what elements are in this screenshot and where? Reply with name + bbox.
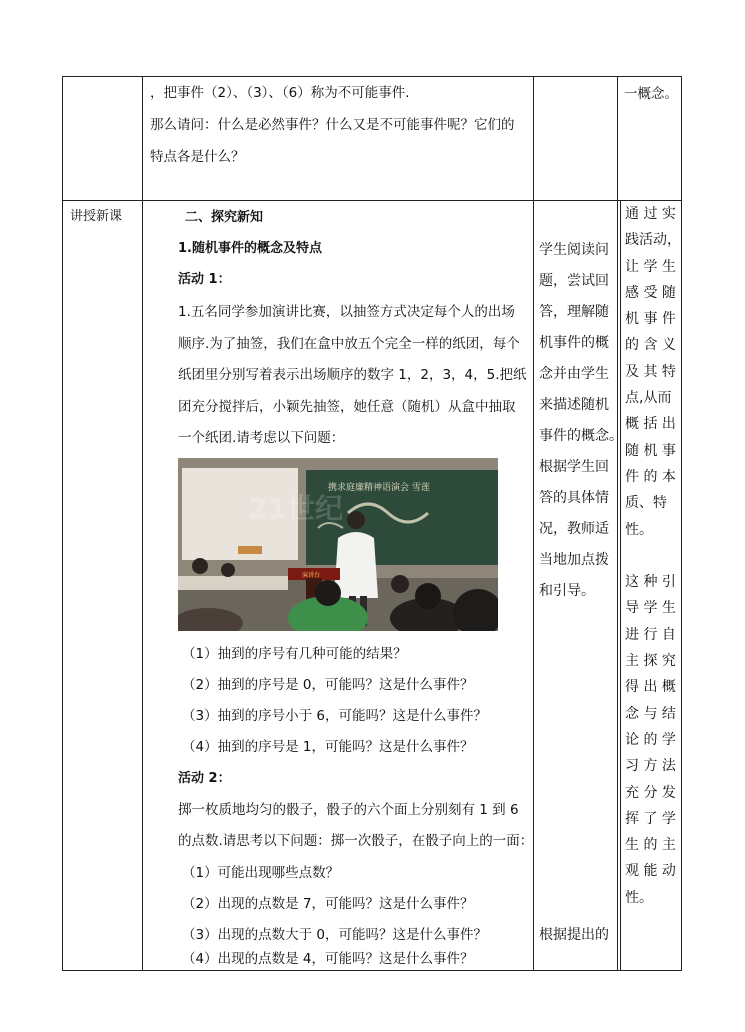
activity2-label: 活动 2： bbox=[178, 771, 231, 786]
student-activity-line: 事件的概念。 bbox=[539, 428, 623, 444]
activity1-question: （2）抽到的序号是 0，可能吗？这是什么事件？ bbox=[182, 677, 474, 693]
student-activity-line: 来描述随机 bbox=[539, 397, 609, 413]
subheading: 1.随机事件的概念及特点 bbox=[178, 241, 322, 256]
student-activity-line: 题，尝试回 bbox=[539, 273, 609, 289]
table-border-left bbox=[62, 76, 63, 971]
table-col-divider-1 bbox=[142, 76, 143, 971]
activity2-paragraph-line: 的点数.请思考以下问题：掷一次骰子，在骰子向上的一面： bbox=[178, 833, 534, 849]
speech-contest-photo bbox=[178, 458, 498, 631]
photo-watermark: 21世纪 bbox=[248, 492, 343, 525]
student-activity-line: 学生阅读问 bbox=[539, 242, 609, 258]
student-activity-line: 念并由学生 bbox=[539, 366, 609, 382]
student-activity-line: 当地加点拨 bbox=[539, 552, 609, 568]
podium-label: 演讲台 bbox=[302, 572, 321, 579]
activity1-question: （1）抽到的序号有几种可能的结果？ bbox=[182, 646, 407, 662]
activity1-label: 活动 1： bbox=[178, 272, 231, 287]
activity1-question: （3）抽到的序号小于 6，可能吗？这是什么事件？ bbox=[182, 708, 487, 724]
table-col-divider-3 bbox=[617, 76, 618, 971]
activity1-paragraph-line: 1.五名同学参加演讲比赛，以抽签方式决定每个人的出场 bbox=[178, 304, 515, 320]
activity1-paragraph-line: 纸团里分别写着表示出场顺序的数字 1，2，3，4，5.把纸 bbox=[178, 367, 527, 383]
table-border-top bbox=[62, 76, 682, 77]
student-activity-line: 况，教师适 bbox=[539, 521, 609, 537]
row1-content-line: ，把事件（2）、（3）、（6）称为不可能事件. bbox=[150, 85, 410, 101]
activity2-question: （1）可能出现哪些点数？ bbox=[182, 865, 340, 881]
table-border-bottom bbox=[62, 970, 682, 971]
activity2-question: （2）出现的点数是 7，可能吗？这是什么事件？ bbox=[182, 896, 474, 912]
student-activity-line: 答，理解随 bbox=[539, 304, 609, 320]
activity1-paragraph-line: 团充分搅拌后，小颖先抽签，她任意（随机）从盒中抽取 bbox=[178, 399, 516, 415]
activity1-paragraph-line: 顺序.为了抽签，我们在盒中放五个完全一样的纸团，每个 bbox=[178, 336, 520, 352]
activity1-paragraph-line: 一个纸团.请考虑以下问题： bbox=[178, 430, 345, 446]
row1-design-intent: 一概念。 bbox=[624, 86, 678, 102]
table-border-right bbox=[681, 76, 682, 971]
student-activity-tail: 根据提出的 bbox=[539, 927, 609, 943]
row1-content-line: 特点各是什么？ bbox=[150, 149, 245, 165]
activity2-question: （4）出现的点数是 4，可能吗？这是什么事件？ bbox=[182, 951, 474, 967]
section-heading: 二、探究新知 bbox=[185, 210, 264, 225]
blackboard-text: 携求庭廉精神语演会 雪莲 bbox=[328, 483, 430, 493]
student-activity-line: 答的具体情 bbox=[539, 490, 609, 506]
design-intent-text: 通 过 实 践活动， 让 学 生 感 受 随 机 事 件 的 含 义 及 其 特 点,从而 概 括 出 随 机 事 件 的 本 质、特性。 这 种 引 导 学 生 进 行 自 主 探 究 得 出 概 念 与 结 论 的 学 习 方 法 充 分 发 挥 了 学 生 的 主 观 能 动 性。 bbox=[625, 206, 681, 906]
table-col-divider-3b bbox=[620, 200, 621, 971]
table-row-divider bbox=[62, 200, 682, 201]
student-activity-line: 机事件的概 bbox=[539, 335, 609, 351]
activity2-question: （3）出现的点数大于 0，可能吗？这是什么事件？ bbox=[182, 927, 487, 943]
activity1-question: （4）抽到的序号是 1，可能吗？这是什么事件？ bbox=[182, 739, 474, 755]
activity2-paragraph-line: 掷一枚质地均匀的骰子，骰子的六个面上分别刻有 1 到 6 bbox=[178, 802, 519, 818]
stage-label: 讲授新课 bbox=[70, 209, 123, 224]
student-activity-line: 根据学生回 bbox=[539, 459, 609, 475]
row1-content-line: 那么请问：什么是必然事件？什么又是不可能事件呢？它们的 bbox=[150, 117, 515, 133]
student-activity-line: 和引导。 bbox=[539, 583, 595, 599]
